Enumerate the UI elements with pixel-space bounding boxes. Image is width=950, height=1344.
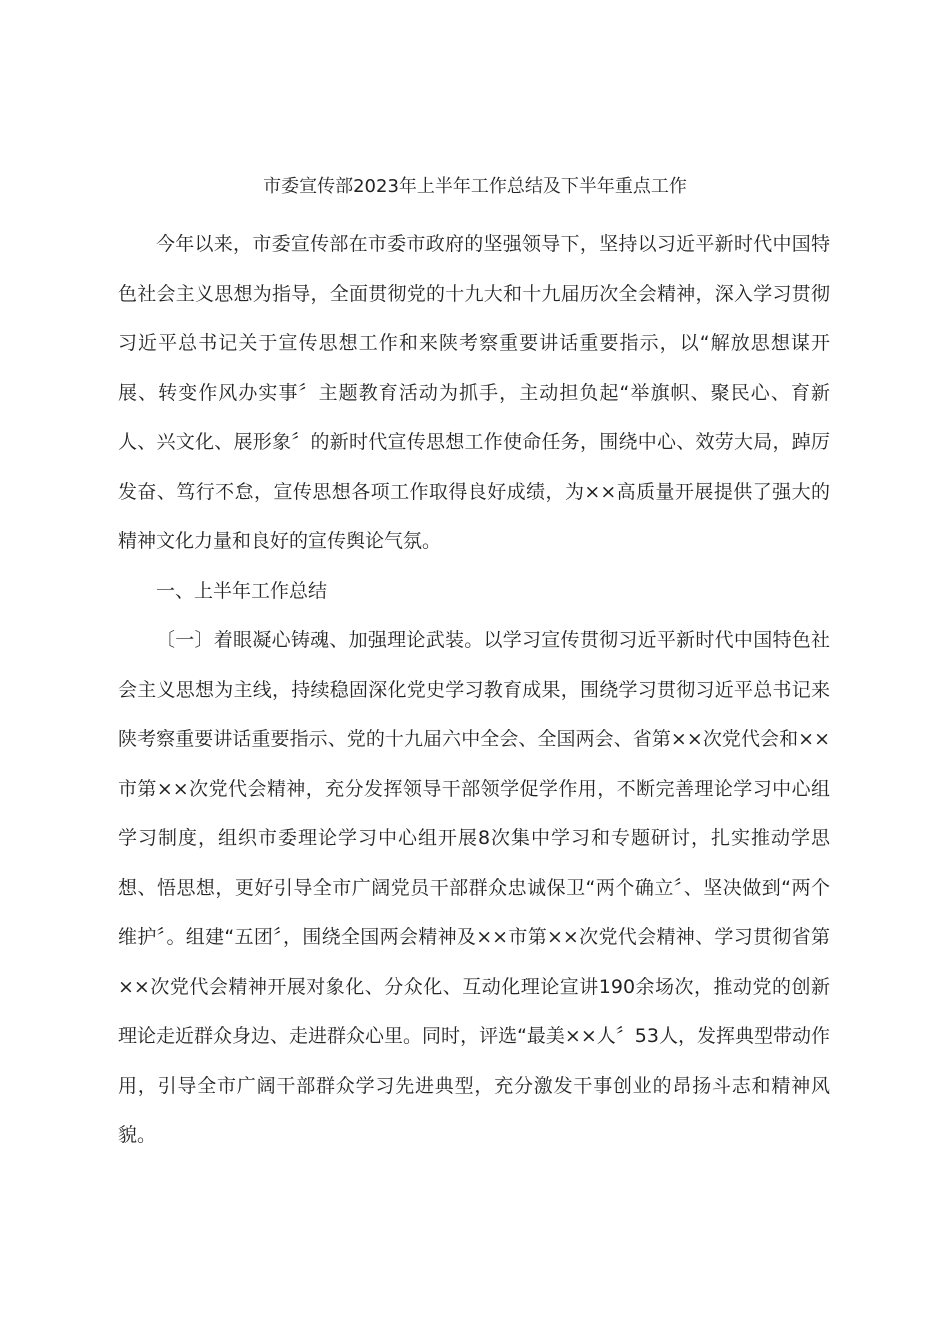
intro-paragraph: 今年以来，市委宣传部在市委市政府的坚强领导下，坚持以习近平新时代中国特色社会主义思想为指导，全面贯彻党的十九大和十九届历次全会精神，深入学习贯彻习近平总书记关于宣传思想工作和来陕考察重要讲话重要指示，以“解放思想谋开展、转变作风办实事〞主题教育活动为抓手，主动担负起“举旗帜、聚民心、育新人、兴文化、展形象〞的新时代宣传思想工作使命任务，围绕中心、效劳大局，踔厉发奋、笃行不怠，宣传思想各项工作取得良好成绩，为××高质量开展提供了强大的精神文化力量和良好的宣传舆论气氛。 bbox=[118, 233, 830, 552]
section-heading: 一、上半年工作总结 bbox=[156, 579, 328, 602]
document-body bbox=[118, 220, 830, 1161]
document-title: 市委宣传部2023年上半年工作总结及下半年重点工作 bbox=[263, 176, 687, 197]
section-paragraph: 〔一〕着眼凝心铸魂、加强理论武装。以学习宣传贯彻习近平新时代中国特色社会主义思想为主线，持续稳固深化党史学习教育成果，围绕学习贯彻习近平总书记来陕考察重要讲话重要指示、党的十九届六中全会、全国两会、省第××次党代会和××市第××次党代会精神，充分发挥领导干部领学促学作用，不断完善理论学习中心组学习制度，组织市委理论学习中心组开展8次集中学习和专题研讨，扎实推动学思想、悟思想，更好引导全市广阔党员干部群众忠诚保卫“两个确立〞、坚决做到“两个维护〞。组建“五团〞，围绕全国两会精神及××市第××次党代会精神、学习贯彻省第××次党代会精神开展对象化、分众化、互动化理论宣讲190余场次，推动党的创新理论走近群众身边、走进群众心里。同时，评选“最美××人〞53人，发挥典型带动作用，引导全市广阔干部群众学习先进典型，充分激发干事创业的昂扬斗志和精神风貌。 bbox=[118, 629, 830, 1146]
